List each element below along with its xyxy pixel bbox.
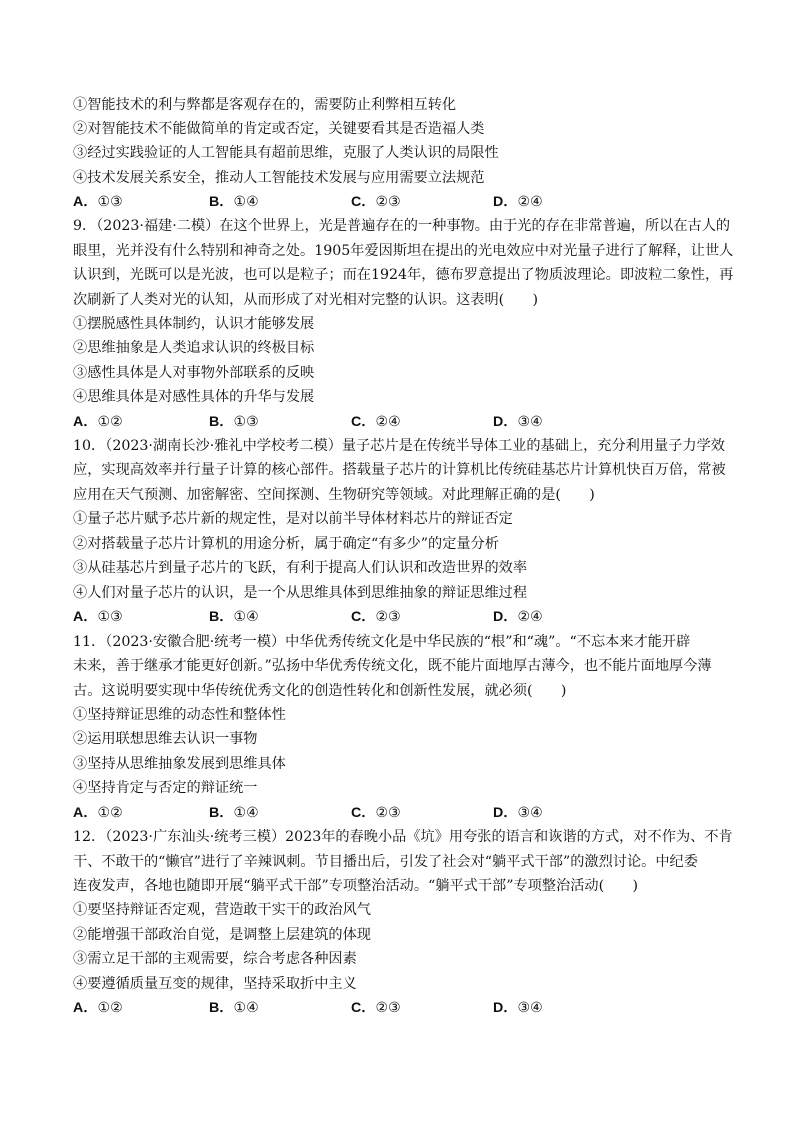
option-c: C．②③ (351, 194, 401, 210)
statement: ④思维具体是对感性具体的升华与发展 (73, 389, 315, 405)
option-d: D．②④ (493, 609, 543, 625)
statement: ③需立足干部的主观需要，综合考虑各种因素 (73, 951, 357, 967)
option-d: D．②④ (493, 194, 543, 210)
question-text: 应用在天气预测、加密解密、空间探测、生物研究等领域。对此理解正确的是( ) (73, 487, 595, 503)
question-text: 9．（2023·福建·二模）在这个世界上，光是普遍存在的一种事物。由于光的存在非常普遍，所以在古人的 (73, 218, 731, 234)
option-c: C．②③ (351, 805, 401, 821)
statement: ①量子芯片赋予芯片新的规定性，是对以前半导体材料芯片的辩证否定 (73, 511, 513, 527)
statement: ③经过实践验证的人工智能具有超前思维，克服了人类认识的局限性 (73, 145, 499, 161)
option-b: B．①④ (209, 609, 259, 625)
question-text: 眼里，光并没有什么特别和神奇之处。1905年爱因斯坦在提出的光电效应中对光量子进行了解释，让世人 (73, 243, 734, 259)
statement: ③感性具体是人对事物外部联系的反映 (73, 365, 315, 381)
option-a: A．①② (73, 414, 123, 430)
statement: ②能增强干部政治自觉，是调整上层建筑的体现 (73, 927, 371, 943)
statement: ③坚持从思维抽象发展到思维具体 (73, 756, 286, 772)
question-text: 11．（2023·安徽合肥·统考一模）中华优秀传统文化是中华民族的“根”和“魂”。“不忘本来才能开辟 (73, 634, 691, 650)
statement: ①坚持辩证思维的动态性和整体性 (73, 707, 286, 723)
question-text: 连夜发声，各地也随即开展“躺平式干部”专项整治活动。“躺平式干部”专项整治活动( ) (73, 878, 639, 894)
option-d: D．③④ (493, 1000, 543, 1016)
question-text: 应，实现高效率并行量子计算的核心部件。搭载量子芯片的计算机比传统硅基芯片计算机快百万倍，常被 (73, 462, 726, 478)
option-a: A．①③ (73, 194, 123, 210)
statement: ①摆脱感性具体制约，认识才能够发展 (73, 316, 315, 332)
option-b: B．①④ (209, 1000, 259, 1016)
option-b: B．①④ (209, 194, 259, 210)
option-d: D．③④ (493, 414, 543, 430)
statement: ④坚持肯定与否定的辩证统一 (73, 780, 258, 796)
option-b: B．①③ (209, 414, 259, 430)
statement: ④人们对量子芯片的认识，是一个从思维具体到思维抽象的辩证思维过程 (73, 585, 528, 601)
question-text: 认识到，光既可以是光波，也可以是粒子；而在1924年，德布罗意提出了物质波理论。即波粒二象性，再 (73, 267, 734, 283)
statement: ②对搭载量子芯片计算机的用途分析，属于确定“有多少”的定量分析 (73, 536, 499, 552)
statement: ③从硅基芯片到量子芯片的飞跃，有利于提高人们认识和改造世界的效率 (73, 560, 528, 576)
option-c: C．②③ (351, 1000, 401, 1016)
statement: ②思维抽象是人类追求认识的终极目标 (73, 340, 315, 356)
option-d: D．③④ (493, 805, 543, 821)
option-a: A．①② (73, 1000, 123, 1016)
statement: ④要遵循质量互变的规律，坚持采取折中主义 (73, 976, 357, 992)
option-b: B．①④ (209, 805, 259, 821)
statement: ④技术发展关系安全，推动人工智能技术发展与应用需要立法规范 (73, 170, 485, 186)
statement: ②运用联想思维去认识一事物 (73, 731, 258, 747)
statement: ①要坚持辩证否定观，营造敢干实干的政治风气 (73, 902, 371, 918)
question-text: 12．（2023·广东汕头·统考三模）2023年的春晚小品《坑》用夸张的语言和诙谐的方式，对不作为、不肯 (73, 829, 733, 845)
question-text: 10．（2023·湖南长沙·雅礼中学校考二模）量子芯片是在传统半导体工业的基础上，充分利用量子力学效 (73, 438, 725, 454)
statement: ①智能技术的利与弊都是客观存在的，需要防止利弊相互转化 (73, 97, 457, 113)
option-a: A．①③ (73, 609, 123, 625)
question-text: 未来，善于继承才能更好创新。”弘扬中华优秀传统文化，既不能片面地厚古薄今，也不能片面地厚今薄 (73, 658, 712, 674)
question-text: 次刷新了人类对光的认知，从而形成了对光相对完整的认识。这表明( ) (73, 292, 539, 308)
option-c: C．②④ (351, 414, 401, 430)
option-c: C．②③ (351, 609, 401, 625)
option-a: A．①② (73, 805, 123, 821)
question-text: 干、不敢干的“懒官”进行了辛辣讽刺。节目播出后，引发了社会对“躺平式干部”的激烈讨论。中纪委 (73, 854, 698, 870)
statement: ②对智能技术不能做简单的肯定或否定，关键要看其是否造福人类 (73, 121, 485, 137)
question-text: 古。这说明要实现中华传统优秀文化的创造性转化和创新性发展，就必须( ) (73, 683, 567, 699)
